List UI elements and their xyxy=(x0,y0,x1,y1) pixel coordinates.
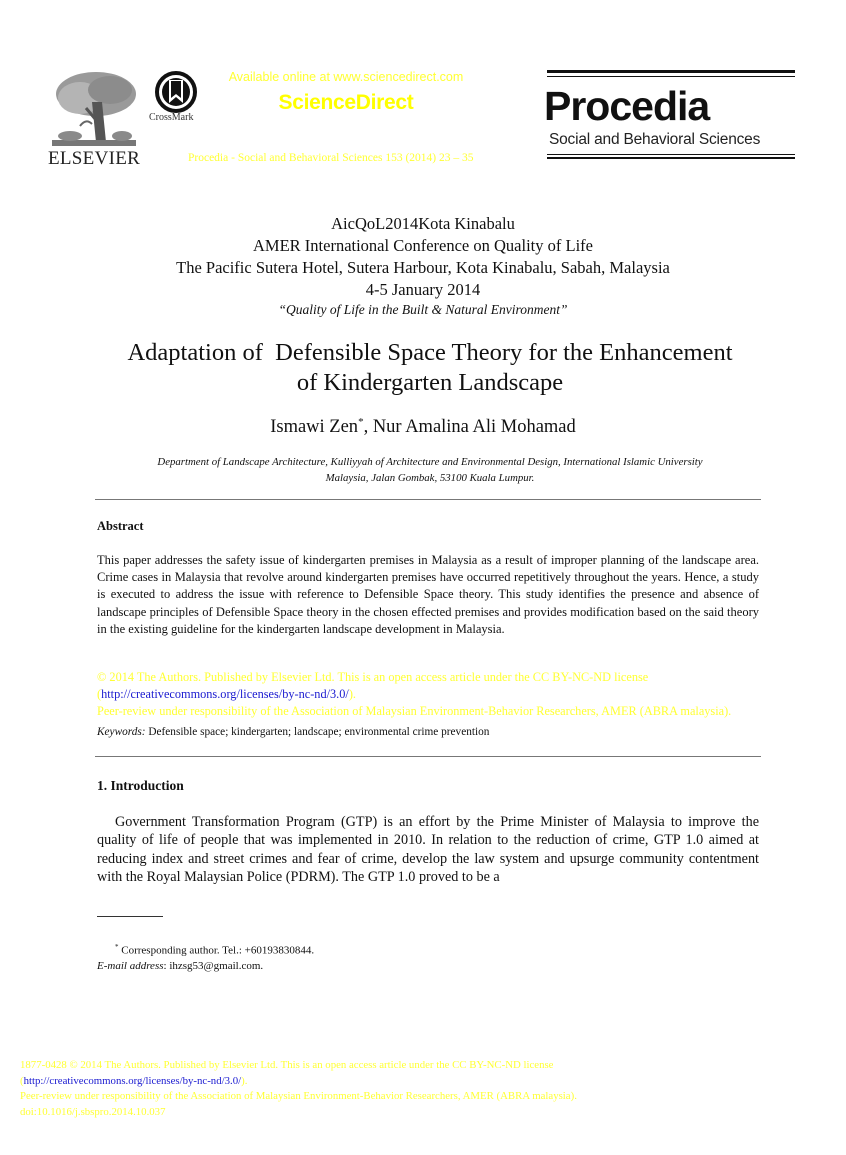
footnote-mark: * xyxy=(115,943,119,951)
paren: ( xyxy=(97,687,102,701)
affiliation-line1: Department of Landscape Architecture, Kulliyyah of Architecture and Environmental Design, International Islamic University xyxy=(157,456,703,468)
email-address[interactable]: : ihzsg53@gmail.com. xyxy=(163,959,264,972)
divider xyxy=(95,499,761,500)
footer-peer-review: Peer-review under responsibility of the Association of Malaysian Environment-Behavior Researchers, AMER (ABRA malaysia). xyxy=(20,1090,577,1102)
sciencedirect-logo: ScienceDirect xyxy=(278,91,414,114)
author-name: , Nur Amalina Ali Mohamad xyxy=(363,417,576,437)
conference-name: AicQoL2014Kota Kinabalu xyxy=(331,214,515,233)
conference-title: AMER International Conference on Quality of Life xyxy=(253,236,593,255)
keywords-list: Defensible space; kindergarten; landscape; environmental crime prevention xyxy=(145,726,490,738)
license-line: © 2014 The Authors. Published by Elsevier Ltd. This is an open access article under the CC BY-NC-ND license xyxy=(97,670,649,684)
divider xyxy=(95,756,761,757)
keywords xyxy=(97,726,489,738)
email-label: E-mail address xyxy=(97,959,164,972)
license-link[interactable]: http://creativecommons.org/licenses/by-nc-nd/3.0/ xyxy=(101,687,349,701)
elsevier-tree-icon xyxy=(50,68,138,150)
crossmark-icon[interactable] xyxy=(154,70,198,114)
paper-title xyxy=(60,338,800,398)
doi[interactable]: doi:10.1016/j.sbspro.2014.10.037 xyxy=(20,1105,166,1118)
author-name: Ismawi Zen xyxy=(270,417,359,437)
keywords-label: Keywords: xyxy=(97,726,146,738)
paren: ( xyxy=(20,1074,24,1087)
footer-license: 1877-0428 © 2014 The Authors. Published by Elsevier Ltd. This is an open access article under the CC BY-NC-ND license xyxy=(20,1059,554,1071)
journal-logo-subtitle: Social and Behavioral Sciences xyxy=(549,131,761,148)
journal-citation: Procedia - Social and Behavioral Sciences 153 (2014) 23 – 35 xyxy=(188,152,474,164)
procedia-top-rule xyxy=(547,70,795,73)
introduction-text: Government Transformation Program (GTP) is an effort by the Prime Minister of Malaysia to improve the quality of life of people that was implemented in 2010. In relation to the reduction of crime, GTP 1.0 aimed at reducing index and street crimes and fear of crime, develop the law system and upsurge community contentment with the Royal Malaysian Police (PDRM). The GTP 1.0 proved to be a xyxy=(97,814,759,885)
corresponding-author-mark[interactable]: * xyxy=(358,415,364,428)
crossmark-label: CrossMark xyxy=(149,112,194,123)
abstract-heading: Abstract xyxy=(97,519,144,533)
corresponding-author-note: Corresponding author. Tel.: +60193830844. xyxy=(118,944,315,957)
footnote-rule xyxy=(97,916,163,917)
affiliation-line2: Malaysia, Jalan Gombak, 53100 Kuala Lumpur. xyxy=(325,472,535,484)
available-online-link[interactable]: Available online at www.sciencedirect.com xyxy=(228,70,464,84)
elsevier-wordmark: ELSEVIER xyxy=(48,148,141,169)
footer-license-link[interactable]: http://creativecommons.org/licenses/by-nc-nd/3.0/ xyxy=(23,1074,242,1087)
section-heading-introduction: 1. Introduction xyxy=(97,778,184,793)
abstract-body: This paper addresses the safety issue of kindergarten premises in Malaysia as a result of improper planning of the landscape area. Crime cases in Malaysia that revolve around kindergarten premises have occurred repetitively throughout the years. Hence, a study is executed to address the issue with reference to Defensible Space theory. This study identifies the presence and absence of landscape principles of Defensible Space theory in the chosen effected premises and provides modification based on the said theory in the existing guideline for the kindergarten landscape development in Malaysia. xyxy=(97,553,759,636)
procedia-bottom-rule xyxy=(547,154,795,155)
procedia-top-rule-thin xyxy=(547,76,795,77)
affiliation xyxy=(95,454,765,486)
author-list xyxy=(0,417,846,438)
peer-review-note: Peer-review under responsibility of the Association of Malaysian Environment-Behavior Researchers, AMER (ABRA malaysia). xyxy=(97,704,732,718)
conference-motto: “Quality of Life in the Built & Natural Environment” xyxy=(278,302,568,317)
paper-title-line1: Adaptation of Defensible Space Theory for the Enhancement xyxy=(127,339,733,366)
page-footer xyxy=(20,1058,820,1120)
journal-logo-title: Procedia xyxy=(544,83,710,129)
conference-venue: The Pacific Sutera Hotel, Sutera Harbour, Kota Kinabalu, Sabah, Malaysia xyxy=(176,258,670,277)
paper-title-line2: of Kindergarten Landscape xyxy=(296,369,564,396)
procedia-bottom-rule-thick xyxy=(547,157,795,159)
license-notice xyxy=(97,669,777,720)
paren: ). xyxy=(348,687,356,701)
introduction-body xyxy=(97,813,759,886)
footnote xyxy=(97,940,314,974)
paren: ). xyxy=(241,1074,248,1087)
conference-dates: 4-5 January 2014 xyxy=(365,280,481,299)
